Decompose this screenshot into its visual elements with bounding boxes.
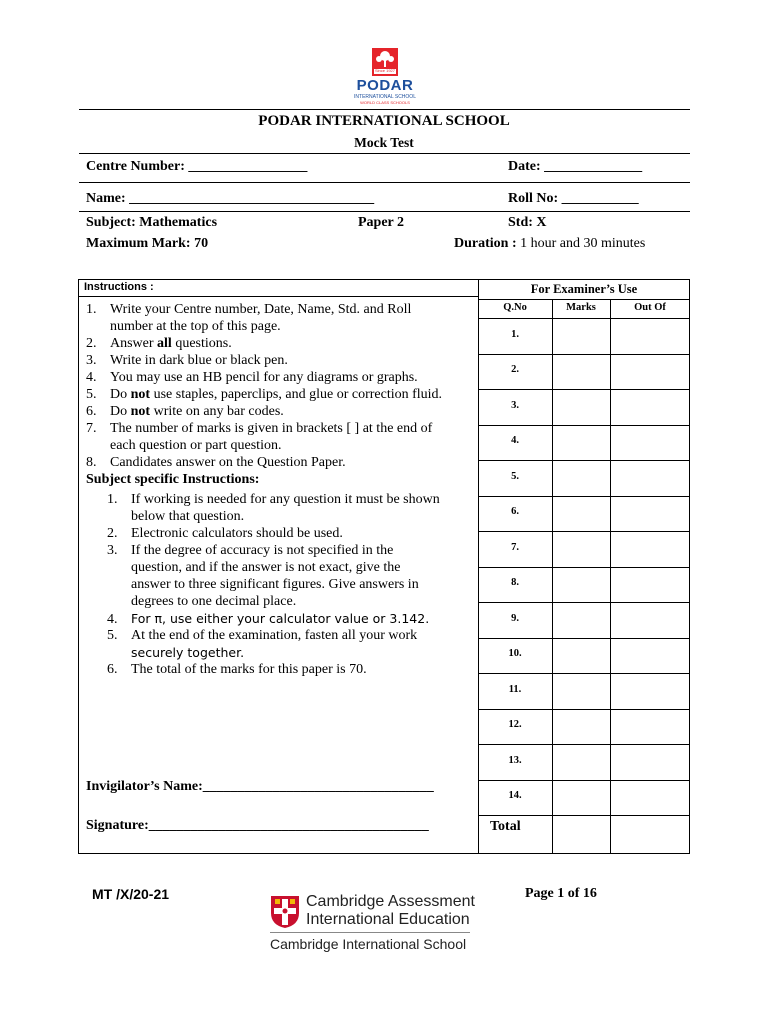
instruction-number: 7. <box>86 421 97 436</box>
question-number: 3. <box>511 400 519 411</box>
instruction-number: 4. <box>86 370 97 385</box>
question-number: 6. <box>511 506 519 517</box>
subject-instruction-number: 5. <box>107 628 118 643</box>
question-number: 5. <box>511 471 519 482</box>
total-label: Total <box>490 819 521 834</box>
test-title: Mock Test <box>354 135 414 150</box>
marks-cell[interactable] <box>553 639 609 673</box>
instruction-text-post: use staples, paperclips, and glue or correction fluid. <box>150 387 443 402</box>
page-number: Page 1 of 16 <box>525 886 597 901</box>
instruction-text-pre: Answer <box>110 336 158 351</box>
instruction-text-post: questions. <box>171 336 232 351</box>
std-field: Std: X <box>508 215 547 230</box>
school-logo <box>350 48 420 106</box>
school-name: PODAR INTERNATIONAL SCHOOL <box>258 113 510 129</box>
header-marks: Marks <box>566 302 596 313</box>
instruction-number: 3. <box>86 353 97 368</box>
instruction-text-pre: Do <box>110 404 131 419</box>
marks-cell[interactable] <box>553 745 609 779</box>
question-number: 2. <box>511 364 519 375</box>
subject-instruction-text: Electronic calculators should be used. <box>131 526 343 541</box>
marks-cell[interactable] <box>553 532 609 566</box>
marks-cell[interactable] <box>553 355 609 389</box>
marks-cell[interactable] <box>553 674 609 708</box>
instruction-text: You may use an HB pencil for any diagrams or graphs. <box>110 370 418 385</box>
marks-cell[interactable] <box>553 390 609 424</box>
invigilator-name-field: Invigilator’s Name:_________________________________ <box>86 779 434 794</box>
date-field: Date: ______________ <box>508 159 643 174</box>
marks-cell[interactable] <box>553 781 609 815</box>
subject-instructions-heading: Subject specific Instructions: <box>86 472 260 487</box>
subject-instruction-text: If the degree of accuracy is not specified in the <box>131 543 394 558</box>
subject-instruction-text: question, and if the answer is not exact, give the <box>131 560 401 575</box>
question-number: 12. <box>508 719 522 730</box>
row-divider <box>478 815 690 816</box>
cambridge-line1: Cambridge Assessment <box>306 893 475 910</box>
marks-cell[interactable] <box>553 603 609 637</box>
question-number: 1. <box>511 329 519 340</box>
instruction-text-bold: all <box>157 336 172 351</box>
logo-tagline: WORLD CLASS SCHOOLS <box>360 100 410 105</box>
instruction-text: each question or part question. <box>110 438 282 453</box>
header-qno: Q.No <box>503 302 527 313</box>
marks-cell[interactable] <box>553 497 609 531</box>
logo-since: Since 1927 <box>374 68 395 73</box>
examiner-title: For Examiner’s Use <box>530 282 638 296</box>
cambridge-crest-icon <box>270 895 300 929</box>
question-number: 13. <box>508 755 522 766</box>
podar-tree-icon <box>350 48 420 78</box>
instruction-number: 6. <box>86 404 97 419</box>
subject-instruction-text: The total of the marks for this paper is 70. <box>131 662 367 677</box>
question-number: 10. <box>508 648 522 659</box>
subject-instruction-text: securely together. <box>131 645 245 660</box>
max-mark-field: Maximum Mark: 70 <box>86 236 209 251</box>
instruction-number: 1. <box>86 302 97 317</box>
instructions-heading: Instructions : <box>84 281 154 293</box>
instruction-text-bold: not <box>130 404 151 419</box>
paper-code-text: MT /X/20-21 <box>92 886 170 902</box>
subject-instruction-text: degrees to one decimal place. <box>131 594 297 609</box>
marks-cell[interactable] <box>553 710 609 744</box>
instruction-number: 8. <box>86 455 97 470</box>
cambridge-logo <box>270 893 500 955</box>
subject-instruction-number: 3. <box>107 543 118 558</box>
duration-value: 1 hour and 30 minutes <box>516 236 646 251</box>
question-number: 14. <box>508 790 522 801</box>
subject-instruction-text: At the end of the examination, fasten all your work <box>131 628 418 643</box>
subject-instruction-text: If working is needed for any question it must be shown <box>131 492 440 507</box>
instruction-text: Write your Centre number, Date, Name, Std. and Roll <box>110 302 412 317</box>
subject-instruction-number: 2. <box>107 526 118 541</box>
subject-field: Subject: Mathematics <box>86 215 218 230</box>
roll-no-field: Roll No: ___________ <box>508 191 639 206</box>
marks-cell[interactable] <box>553 568 609 602</box>
subject-instruction-text: For π, use either your calculator value or 3.142. <box>131 611 430 626</box>
subject-instruction-text: answer to three significant figures. Give answers in <box>131 577 419 592</box>
logo-text: PODAR <box>356 77 414 94</box>
marks-cell[interactable] <box>553 426 609 460</box>
instruction-text-post: write on any bar codes. <box>150 404 284 419</box>
subject-instruction-number: 1. <box>107 492 118 507</box>
name-field: Name: ___________________________________ <box>86 191 375 206</box>
instruction-text-pre: Do <box>110 387 131 402</box>
question-number: 7. <box>511 542 519 553</box>
instruction-number: 2. <box>86 336 97 351</box>
paper-code <box>92 886 169 904</box>
duration-field <box>454 236 645 252</box>
instruction-text: The number of marks is given in brackets [ ] at the end of <box>110 421 433 436</box>
subject-instruction-text: below that question. <box>131 509 245 524</box>
cambridge-line2: International Education <box>306 911 470 928</box>
paper-field: Paper 2 <box>358 215 405 230</box>
question-number: 11. <box>508 684 522 695</box>
marks-cell[interactable] <box>553 461 609 495</box>
instruction-text: Candidates answer on the Question Paper. <box>110 455 346 470</box>
question-number: 9. <box>511 613 519 624</box>
centre-number-field: Centre Number: _________________ <box>86 159 308 174</box>
logo-subtext: INTERNATIONAL SCHOOL <box>354 94 416 100</box>
signature-field: Signature:________________________________________ <box>86 818 429 833</box>
subject-instruction-number: 6. <box>107 662 118 677</box>
subject-instruction-number: 4. <box>107 612 118 627</box>
question-number: 4. <box>511 435 519 446</box>
marks-cell[interactable] <box>553 319 609 353</box>
cambridge-school: Cambridge International School <box>270 936 467 952</box>
instruction-text-bold: not <box>130 387 151 402</box>
instruction-text: number at the top of this page. <box>110 319 281 334</box>
header-out-of: Out Of <box>634 302 666 313</box>
duration-label: Duration : <box>454 236 517 251</box>
instruction-text: Write in dark blue or black pen. <box>110 353 288 368</box>
instruction-number: 5. <box>86 387 97 402</box>
question-number: 8. <box>511 577 519 588</box>
